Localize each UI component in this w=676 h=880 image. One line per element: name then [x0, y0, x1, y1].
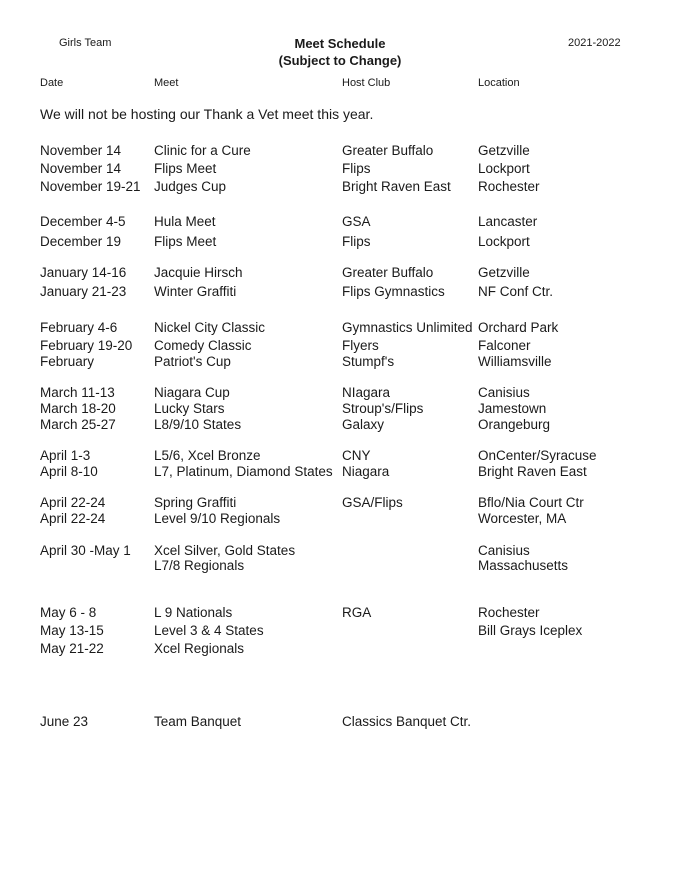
cell-date: February 19-20 — [40, 338, 133, 353]
cell-date: January 14-16 — [40, 265, 127, 280]
cell-host-club: Greater Buffalo — [342, 265, 434, 280]
cell-meet: Judges Cup — [154, 179, 227, 194]
cell-host-club: Flyers — [342, 338, 379, 353]
cell-meet: Patriot's Cup — [154, 354, 231, 369]
cell-date: May 6 - 8 — [40, 605, 97, 620]
cell-host-club: Greater Buffalo — [342, 143, 434, 158]
cell-meet: L5/6, Xcel Bronze — [154, 448, 261, 463]
cell-host-club: Flips — [342, 161, 371, 176]
cell-host-club: CNY — [342, 448, 371, 463]
cell-date: November 14 — [40, 161, 122, 176]
cell-date: December 19 — [40, 234, 122, 249]
cell-date: April 1-3 — [40, 448, 91, 463]
cell-host-club: Gymnastics Unlimited — [342, 320, 473, 335]
page-subtitle: (Subject to Change) — [278, 53, 402, 68]
cell-date: April 22-24 — [40, 511, 106, 526]
cell-meet: L 9 Nationals — [154, 605, 233, 620]
cell-meet: Lucky Stars — [154, 401, 225, 416]
cell-date: March 25-27 — [40, 417, 116, 432]
cell-location: Getzville — [478, 265, 530, 280]
cell-date: March 18-20 — [40, 401, 116, 416]
cell-host-club: Niagara — [342, 464, 390, 479]
cell-meet: Nickel City Classic — [154, 320, 266, 335]
cell-date: February — [40, 354, 95, 369]
cell-location: Bill Grays Iceplex — [478, 623, 583, 638]
notice-text: We will not be hosting our Thank a Vet meet this year. — [40, 106, 374, 122]
cell-location: Getzville — [478, 143, 530, 158]
cell-meet: Flips Meet — [154, 234, 217, 249]
cell-date: April 30 -May 1 — [40, 543, 131, 558]
cell-location: Orchard Park — [478, 320, 559, 335]
cell-host-club: Flips Gymnastics — [342, 284, 445, 299]
cell-location: Williamsville — [478, 354, 552, 369]
cell-date: April 22-24 — [40, 495, 106, 510]
cell-host-club: Bright Raven East — [342, 179, 451, 194]
cell-date: March 11-13 — [40, 385, 115, 400]
cell-location: Canisius — [478, 543, 530, 558]
cell-location: Worcester, MA — [478, 511, 567, 526]
cell-location: Massachusetts — [478, 558, 569, 573]
cell-meet: Flips Meet — [154, 161, 217, 176]
cell-host-club: Stroup's/Flips — [342, 401, 424, 416]
cell-location: Jamestown — [478, 401, 547, 416]
cell-location: Rochester — [478, 605, 540, 620]
cell-host-club: Classics Banquet Ctr. — [342, 714, 472, 729]
cell-location: NF Conf Ctr. — [478, 284, 554, 299]
cell-meet: Team Banquet — [154, 714, 242, 729]
cell-date: November 19-21 — [40, 179, 141, 194]
cell-location: Orangeburg — [478, 417, 551, 432]
cell-host-club: Flips — [342, 234, 371, 249]
cell-meet: Winter Graffiti — [154, 284, 237, 299]
cell-meet: Spring Graffiti — [154, 495, 237, 510]
cell-meet: Jacquie Hirsch — [154, 265, 243, 280]
cell-host-club: NIagara — [342, 385, 391, 400]
cell-date: February 4-6 — [40, 320, 118, 335]
cell-meet: L8/9/10 States — [154, 417, 242, 432]
cell-date: November 14 — [40, 143, 122, 158]
cell-location: Canisius — [478, 385, 530, 400]
cell-meet: L7/8 Regionals — [154, 558, 245, 573]
cell-date: April 8-10 — [40, 464, 98, 479]
column-header-date: Date — [40, 77, 64, 89]
cell-meet: Xcel Silver, Gold States — [154, 543, 296, 558]
cell-location: OnCenter/Syracuse — [478, 448, 597, 463]
cell-meet: Level 3 & 4 States — [154, 623, 264, 638]
cell-host-club: GSA/Flips — [342, 495, 403, 510]
page-title: Meet Schedule — [294, 36, 386, 51]
cell-host-club: Stumpf's — [342, 354, 395, 369]
cell-date: June 23 — [40, 714, 89, 729]
cell-meet: Niagara Cup — [154, 385, 230, 400]
cell-meet: Comedy Classic — [154, 338, 252, 353]
cell-date: May 21-22 — [40, 641, 104, 656]
cell-location: Bflo/Nia Court Ctr — [478, 495, 584, 510]
column-header-host-club: Host Club — [342, 77, 391, 89]
cell-date: December 4-5 — [40, 214, 126, 229]
cell-location: Rochester — [478, 179, 540, 194]
cell-meet: L7, Platinum, Diamond States — [154, 464, 333, 479]
cell-meet: Xcel Regionals — [154, 641, 245, 656]
team-label: Girls Team — [59, 37, 112, 49]
column-header-meet: Meet — [154, 77, 179, 89]
cell-host-club: GSA — [342, 214, 371, 229]
cell-meet: Hula Meet — [154, 214, 216, 229]
cell-location: Lancaster — [478, 214, 538, 229]
cell-date: January 21-23 — [40, 284, 127, 299]
season-label: 2021-2022 — [568, 37, 621, 49]
cell-meet: Clinic for a Cure — [154, 143, 251, 158]
cell-location: Falconer — [478, 338, 531, 353]
cell-host-club: Galaxy — [342, 417, 385, 432]
cell-date: May 13-15 — [40, 623, 104, 638]
column-header-location: Location — [478, 77, 520, 89]
cell-host-club: RGA — [342, 605, 372, 620]
cell-meet: Level 9/10 Regionals — [154, 511, 281, 526]
cell-location: Lockport — [478, 234, 530, 249]
cell-location: Bright Raven East — [478, 464, 587, 479]
cell-location: Lockport — [478, 161, 530, 176]
